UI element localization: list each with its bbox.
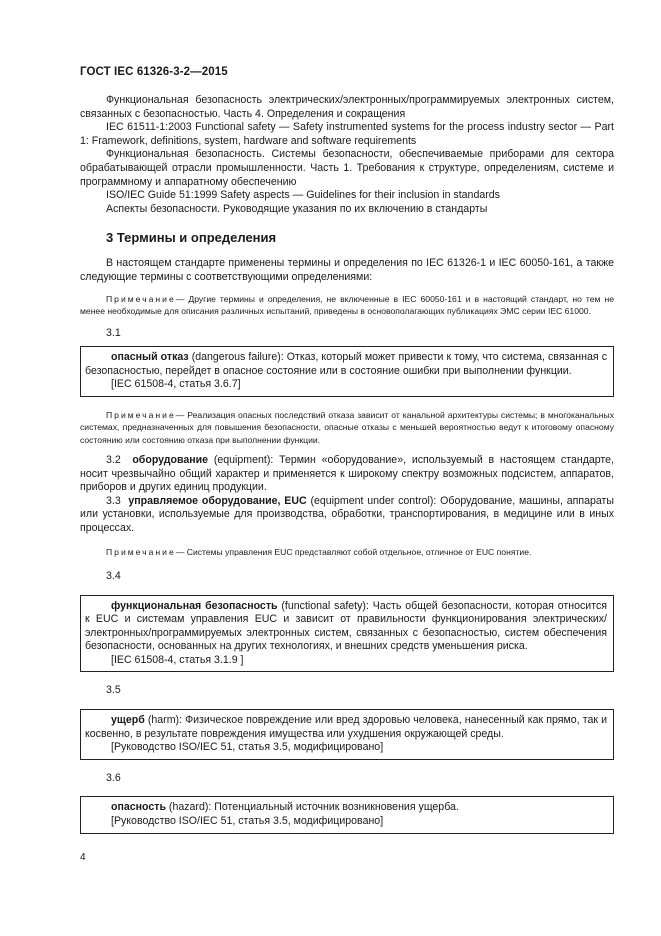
references-list (80, 94, 614, 216)
note (80, 409, 614, 446)
note (80, 546, 614, 558)
reference-text: Функциональная безопасность. Системы безопасности, обеспечиваемые приборами для сектора обрабатывающей отрасли промышленности. Часть 1. Требования к структуре, определениям, системе и программному и аппаратному обеспечению (80, 148, 614, 188)
term-number: 3.6 (106, 771, 121, 784)
term-reference: [Руководство ISO/IEC 51, статья 3.5, модифицировано] (111, 741, 384, 754)
note-text: — Реализация опасных последствий отказа зависит от канальной архитектуры системы; в многоканальных системах, предназначенных для повышения безопасности, опасные отказы с меньшей вероятностью ведут к итоговому опасному состоянию или состоянию отказа при выполнении функции. (80, 409, 614, 445)
term-number: 3.1 (106, 327, 121, 340)
note-text: — Системы управления EUC представляют собой отдельное, отличное от EUC понятие. (175, 546, 532, 557)
note (80, 293, 614, 318)
reference-text: ISO/IEC Guide 51:1999 Safety aspects — Guidelines for their inclusion in standards (106, 189, 500, 202)
term-box (80, 595, 614, 673)
reference-text: IEC 61511-1:2003 Functional safety — Safety instrumented systems for the process industry sector — Part 1: Framework, definitions, system, hardware and software requirements (80, 121, 614, 147)
note-label: Примечание (106, 409, 176, 420)
reference-text: Функциональная безопасность электрических/электронных/программируемых электронных систем, связанных с безопасностью. Часть 4. Определения и сокращения (80, 94, 614, 120)
term-reference: [IEC 61508-4, статья 3.1.9 ] (111, 653, 244, 666)
term-reference: [Руководство ISO/IEC 51, статья 3.5, модифицировано] (111, 815, 384, 828)
term-definition: 3.2 оборудование (equipment): Термин «оборудование», используемый в настоящем стандарте, носит чрезвычайно общий характер и применяется к широкому спектру возможных подсистем, аппаратов, приборов и других единиц продукции. (80, 453, 614, 494)
term-box (80, 346, 614, 397)
term-definition: ущерб (harm): Физическое повреждение или вред здоровью человека, нанесенный как прямо, так и косвенно, в результате повреждения имущества или ухудшения окружающей среды. (85, 714, 607, 740)
reference-text: Аспекты безопасности. Руководящие указания по их включению в стандарты (106, 202, 488, 215)
term-number: 3.2 (106, 453, 121, 466)
term-box (80, 796, 614, 833)
term-name: ущерб (111, 714, 145, 727)
term-reference: [IEC 61508-4, статья 3.6.7] (111, 378, 241, 391)
term-name: опасность (111, 801, 166, 814)
term-name: опасный отказ (111, 350, 189, 363)
term-box (80, 709, 614, 760)
term-number: 3.4 (106, 569, 121, 582)
term-definition: функциональная безопасность (functional safety): Часть общей безопасности, которая относится к EUC и системам управления EUC и зависит от правильности функционирования электрических/электронных/программируемых электронных систем, связанных с безопасностью, систем обеспечения безопасности, основанных на других технологиях, и внешних средств уменьшения риска. (85, 599, 607, 653)
term-number: 3.3 (106, 494, 121, 507)
term-name: оборудование (132, 453, 209, 466)
page-content (80, 94, 614, 834)
note-text: — Другие термины и определения, не включенные в IEC 60050-161 и в настоящий стандарт, но тем не менее необходимые для описания различных испытаний, приведены в основополагающих публикациях ЭМС серии IEC 61000. (80, 293, 614, 316)
note-label: Примечание (106, 546, 176, 557)
term-name: функциональная безопасность (111, 599, 278, 612)
section-intro: В настоящем стандарте применены термины и определения по IEC 61326-1 и IEC 60050-161, а также следующие термины с соответствующими определениями: (80, 257, 614, 283)
document-header: ГОСТ IEC 61326-3-2—2015 (80, 66, 228, 78)
term-definition: 3.3 управляемое оборудование, EUC (equipment under control): Оборудование, машины, аппараты или установки, используемые для производства, обработки, транспортирования, в медицине или в иных процессах. (80, 494, 614, 534)
section-heading: 3 Термины и определения (106, 230, 277, 246)
note-label: Примечание (106, 293, 176, 304)
term-number: 3.5 (106, 684, 121, 697)
page-number: 4 (80, 852, 86, 863)
term-name: управляемое оборудование, EUC (128, 494, 307, 507)
term-definition: опасность (hazard): Потенциальный источник возникновения ущерба. (111, 801, 459, 814)
term-definition: опасный отказ (dangerous failure): Отказ, который может привести к тому, что система, связанная с безопасностью, перейдет в опасное состояние или в состояние ошибки при выполнении функции. (85, 350, 607, 377)
